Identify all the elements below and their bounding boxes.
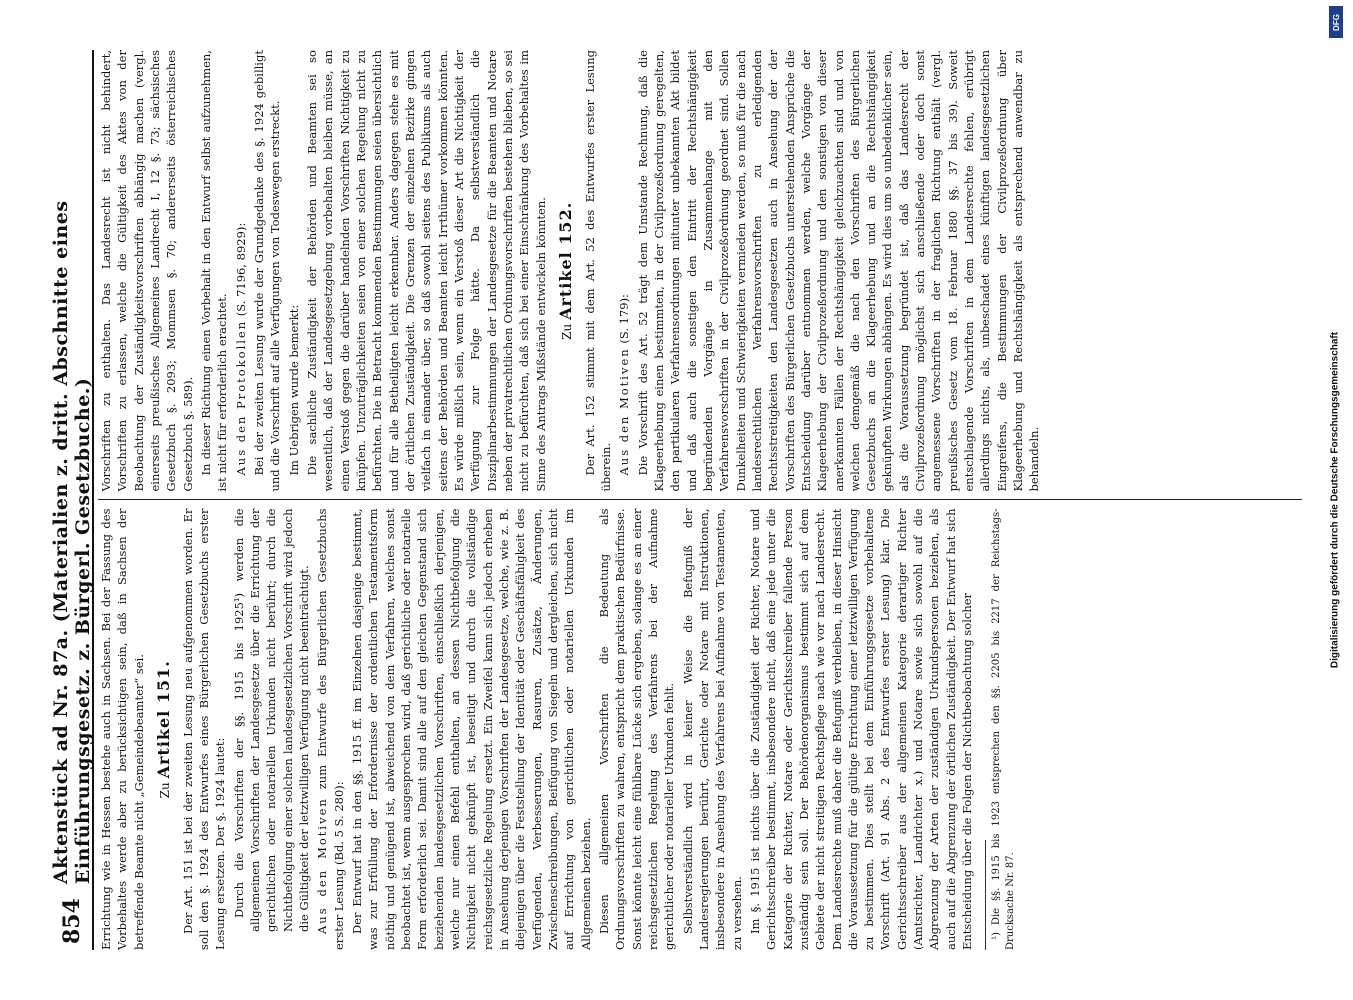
paragraph: Bei der zweiten Lesung wurde der Grundgedanke des §. 1924 gebilligt und die Vorschrift auf alle Verfügungen von Todeswegen erstreckt.: [251, 50, 282, 492]
paragraph: [232, 50, 248, 492]
footnote: ¹) Die §§. 1915 bis 1923 entsprechen den §§. 2205 bis 2217 der Reichstags-Drucksache Nr. 87.: [990, 508, 1016, 950]
page-number: 854: [58, 898, 85, 944]
heading-prefix: Zu: [157, 782, 172, 799]
paragraph: Der Art. 152 stimmt mit dem Art. 52 des Entwurfes erster Lesung überein.: [582, 50, 613, 492]
document-page: [49, 50, 1302, 950]
paragraph: Der Entwurf hat in den §§. 1915 ff. im Einzelnen dasjenige bestimmt, was zur Erfüllung der Erfordernisse der ordentlichen Testamentsform nöthig und genügend ist, abweichend von dem Verfahren, welches sonst beobachtet ist, wenn ausgesprochen wird, daß gerichtliche oder notarielle Form erforderlich sei. Damit sind alle auf den gleichen Gegenstand sich beziehenden landesgesetzlichen Vorschriften, einschließlich derjenigen, welche nur einen Befehl enthalten, an dessen Nichtbefolgung die Nichtigkeit nicht geknüpft ist, beseitigt und durch die vollständige reichsgesetzliche Regelung ersetzt. Ein Zweifel kann sich jedoch erheben in Ansehung derjenigen Vorschriften der Landesgesetze, welche, wie z. B. diejenigen über die Feststellung der Identität oder Geschäftsfähigkeit des Verfügenden, Verbesserungen, Rasuren, Zusätze, Änderungen, Zwischenschreibungen, Beifügung von Siegeln und dergleichen, sich nicht auf Errichtung von gerichtlichen oder notariellen Urkunden im Allgemeinen beziehen.: [349, 508, 593, 950]
paragraph: Selbstverständlich wird in keiner Weise die Befugniß der Landesregierungen berührt, Gerichte oder Notare mit Instruktionen, insbesondere in Ansehung des Verfahrens bei Aufnahme von Testamenten, zu versehen.: [680, 508, 744, 950]
column-divider: [98, 500, 1302, 501]
paragraph: Der Art. 151 ist bei der zweiten Lesung neu aufgenommen worden. Er soll den §. 1924 des Entwurfes eines Bürgerlichen Gesetzbuchs erster Lesung ersetzen. Der §. 1924 lautet:: [180, 508, 227, 950]
source-text: (S. 179):: [616, 294, 631, 344]
running-title: Aktenstück ad Nr. 87a. (Materialien z. dritt. Abschnitte eines Einführungsgesetz. z. Bürgerl. Gesetzbuche.): [49, 200, 94, 885]
paragraph: Errichtung wie in Hessen bestehe auch in Sachsen. Bei der Fassung des Vorbehaltes werde aber zu berücksichtigen sein, daß in Sachsen der betreffende Beamte nicht „Gemeindebeamter“ sei.: [98, 508, 146, 950]
heading-prefix: Zu: [559, 323, 574, 340]
paragraph: Vorschriften zu enthalten. Das Landesrecht ist nicht behindert, Vorschriften zu erlassen, welche die Gültigkeit des Aktes von der Beobachtung der Zuständigkeitsvorschriften abhängig machen (vergl. einerseits preußisches Allgemeines Landrecht I, 12 §. 73; sächsisches Gesetzbuch §. 2093; Mommsen §. 70; andererseits österreichisches Gesetzbuch §. 589).: [98, 50, 195, 492]
heading-title: Artikel 152.: [555, 201, 575, 320]
source-text: (S. 7196, 8929):: [233, 222, 248, 317]
paragraph: [314, 509, 347, 951]
paragraph: In dieser Richtung einen Vorbehalt in den Entwurf selbst aufzunehmen, ist nicht für erforderlich erachtet.: [198, 50, 229, 492]
paragraph: Diesen allgemeinen Vorschriften die Bedeutung als Ordnungsvorschriften zu wahren, entspricht dem praktischen Bedürfnisse. Sonst könnte leicht eine fühlbare Lücke sich ergeben, solange es an einer reichsgesetzlichen Regelung des Verfahrens bei der Aufnahme gerichtlicher oder notarieller Urkunden fehlt.: [596, 508, 676, 950]
paragraph: Im Uebrigen wurde bemerkt:: [286, 304, 301, 476]
credit-text: Digitalisierung gefördert durch die Deutsche Forschungsgemeinschaft: [1329, 331, 1341, 669]
heading-title: Artikel 151.: [153, 660, 173, 779]
source-lead: Aus den Motiven: [616, 347, 631, 476]
quoted-paragraph: Durch die Vorschriften der §§. 1915 bis 1925¹) werden die allgemeinen Vorschriften der Landesgesetze über die Errichtung der gerichtlichen oder notariellen Urkunden nicht berührt; durch die Nichtbefolgung einer solchen landesgesetzlichen Vorschrift wird jedoch die Gültigkeit der letztwilligen Verfügung nicht beeinträchtigt.: [231, 508, 311, 932]
paragraph: Die Vorschrift des Art. 52 trägt dem Umstande Rechnung, daß die Klageerhebung einen bestimmten, in der Civilprozeßordnung geregelten, den partikularen Verfahrensordnungen mitunter unbekannten Akt bildet und daß auch die sonstigen den Eintritt der Rechtshängigkeit begründenden Vorgänge in Zusammenhange mit den Verfahrensvorschriften in der Civilprozeßordnung geordnet sind. Sollen Dunkelheiten und Schwierigkeiten vermieden werden, so muß für die nach landesrechtlichen Verfahrensvorschriften zu erledigenden Rechtsstreitigkeiten den Landesgesetzen auch in Ansehung der der Vorschriften des Bürgerlichen Gesetzbuchs unterstehenden Ansprüche die Entscheidung darüber entnommen werden, welche Vorgänge der Klageerhebung der Civilprozeßordnung und den sonstigen von dieser anerkannten Fällen der Rechtshängigkeit gleichzuachten sind und von welchen demgemäß die nach den Vorschriften des Bürgerlichen Gesetzbuchs an die Klageerhebung und an die Rechtshängigkeit geknüpften Wirkungen abhängen. Es wird dies um so unbedenklicher sein, als die Voraussetzung begründet ist, daß das Landesrecht der Civilprozeßordnung möglichst sich anschließende oder doch sonst angemessene Vorschriften in der fraglichen Richtung enthält (vergl. preußisches Gesetz vom 18. Februar 1880 §§. 37 bis 39). Soweit entschlagende Vorschriften in dem Landesrechte fehlen, erübrigt allerdings nichts, als, unbeschadet eines künftigen landesgesetzlichen Eingreifens, die Bestimmungen der Civilprozeßordnung über Klageerhebung und Rechtshängigkeit als entsprechend anwendbar zu behandeln.: [635, 50, 1041, 492]
digitization-credit: [1321, 0, 1349, 1000]
section-heading-article-152: [554, 50, 577, 492]
logo-text: DFG: [1331, 13, 1341, 31]
paragraph: Die sachliche Zuständigkeit der Behörden und Beamten sei so wesentlich, daß der Landesgesetzgebung vorbehalten bleiben müsse, an einen Verstoß gegen die darüber handelnden Vorschriften Nichtigkeit zu knüpfen. Unzuträglichkeiten seien von einer solchen Regelung nicht zu befürchten. Die in Betracht kommenden Bestimmungen seien übersichtlich und für alle Betheiligten leicht erkennbar. Anders dagegen stehe es mit der örtlichen Zuständigkeit. Die Grenzen der einzelnen Bezirke gingen vielfach in einander über, so daß sowohl seitens des Publikums als auch seitens der Behörden und Beamten leicht Irrthümer vorkommen könnten. Es würde mißlich sein, wenn ein Verstoß dieser Art die Nichtigkeit der Verfügung zur Folge hätte. Da selbstverständlich die Disziplinarbestimmungen der Landesgesetze für die Beamten und Notare neben der privatrechtlichen Ordnungsvorschriften bestehen blieben, so sei nicht zu befürchten, daß sich bei einer Einschränkung des Vorbehaltes im Sinne des Antrags Mißstände entwickeln könnten.: [304, 50, 548, 492]
paragraph: [616, 50, 632, 492]
text-columns: [98, 50, 1302, 950]
source-lead: Aus den Motiven: [314, 797, 329, 934]
footnote-rule: [985, 840, 986, 950]
section-heading-article-151: [152, 509, 175, 951]
right-column: [98, 50, 1302, 500]
left-column: [98, 501, 1302, 951]
page-header: [49, 50, 94, 950]
paragraph: Im §. 1915 ist nichts über die Zuständigkeit der Richter, Notare und Gerichtsschreiber bestimmt, insbesondere nicht, daß eine jede unter die Kategorie der Richter, Notare oder Gerichtsschreiber fallende Person zuständig sein soll. Der Behördenorganismus bestimmt sich auf dem Gebiete der nicht streitigen Rechtspflege nach wie vor nach Landesrecht. Dem Landesrechte muß daher die Befugniß verbleiben, in dieser Hinsicht die Voraussetzung für die gültige Errichtung einer letztwilligen Verfügung zu bestimmen. Dies stellt bei dem Einführungsgesetze vorbehaltene Vorschrift (Art. 91 Abs. 2 des Entwurfes erster Lesung) klar. Die Gerichtsschreiber aus der allgemeinen Kategorie derartiger Richter (Amtsrichter, Landrichter x.) und Notare sowie sich sowohl auf die Abgrenzung der Arten der zuständigen Urkundspersonen beziehen, als auch auf die Abgrenzung der örtlichen Zuständigkeit. Der Entwurf hat sich Entscheidung über die Folgen der Nichtbeobachtung solcher: [747, 508, 974, 950]
source-lead: Aus den Protokollen: [233, 319, 248, 476]
source-text: zum Entwurfe des Bürgerlichen Gesetzbuchs erster Lesung (Bd. 5 S. 280):: [314, 508, 346, 950]
